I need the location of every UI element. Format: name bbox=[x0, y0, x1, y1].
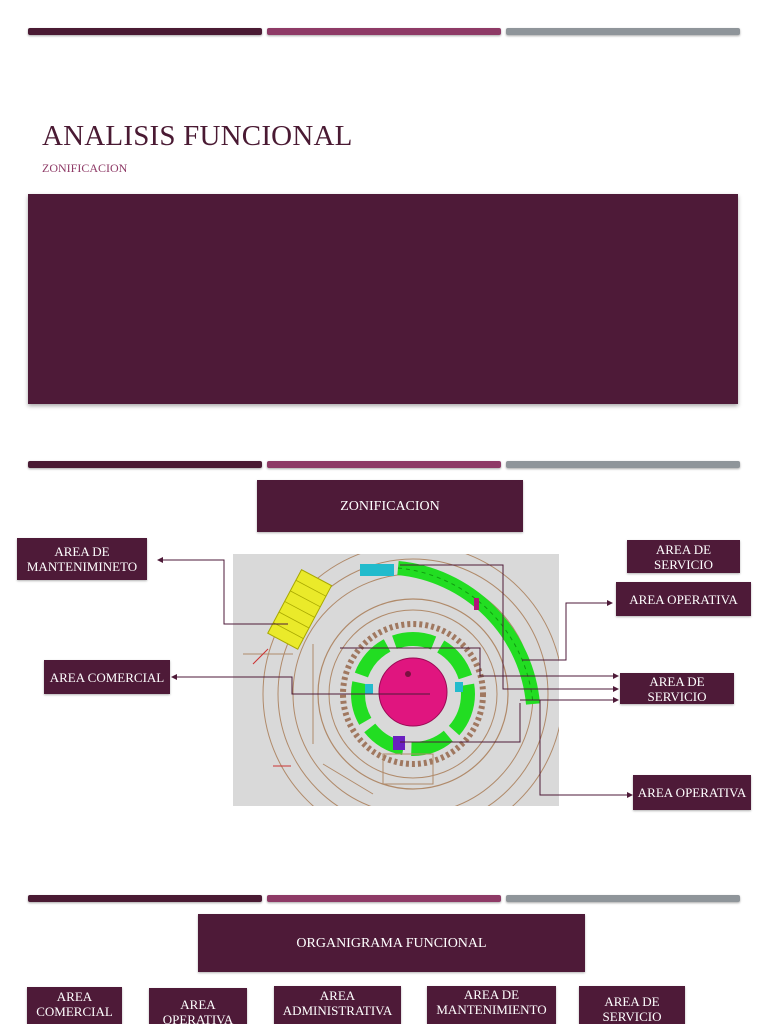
zonificacion-header: ZONIFICACION bbox=[257, 480, 523, 532]
label-area-mantenimiento: AREA DE MANTENIMINETO bbox=[17, 538, 147, 580]
label-area-servicio-top: AREA DE SERVICIO bbox=[627, 540, 740, 573]
accent-bar-bottom bbox=[28, 895, 740, 902]
label-area-servicio-mid: AREA DE SERVICIO bbox=[620, 673, 734, 704]
accent-bar-segment-gray bbox=[506, 895, 740, 902]
slide-subtitle: ZONIFICACION bbox=[42, 161, 128, 175]
org-box-mantenimiento: AREA DE MANTENIMIENTO bbox=[427, 986, 556, 1024]
label-area-operativa-bottom: AREA OPERATIVA bbox=[633, 775, 751, 810]
org-box-operativa: AREA OPERATIVA bbox=[149, 988, 247, 1024]
accent-bar-segment-dark bbox=[28, 895, 262, 902]
org-box-administrativa: AREA ADMINISTRATIVA bbox=[274, 986, 401, 1024]
accent-bar-segment-magenta bbox=[267, 895, 501, 902]
org-box-servicio: AREA DE SERVICIO bbox=[579, 986, 685, 1024]
organigrama-header: ORGANIGRAMA FUNCIONAL bbox=[198, 914, 585, 972]
label-area-operativa-top: AREA OPERATIVA bbox=[616, 582, 751, 616]
slide-title: ANALISIS FUNCIONAL bbox=[42, 120, 353, 152]
label-area-comercial: AREA COMERCIAL bbox=[44, 660, 170, 694]
org-box-comercial: AREA COMERCIAL bbox=[27, 987, 122, 1024]
